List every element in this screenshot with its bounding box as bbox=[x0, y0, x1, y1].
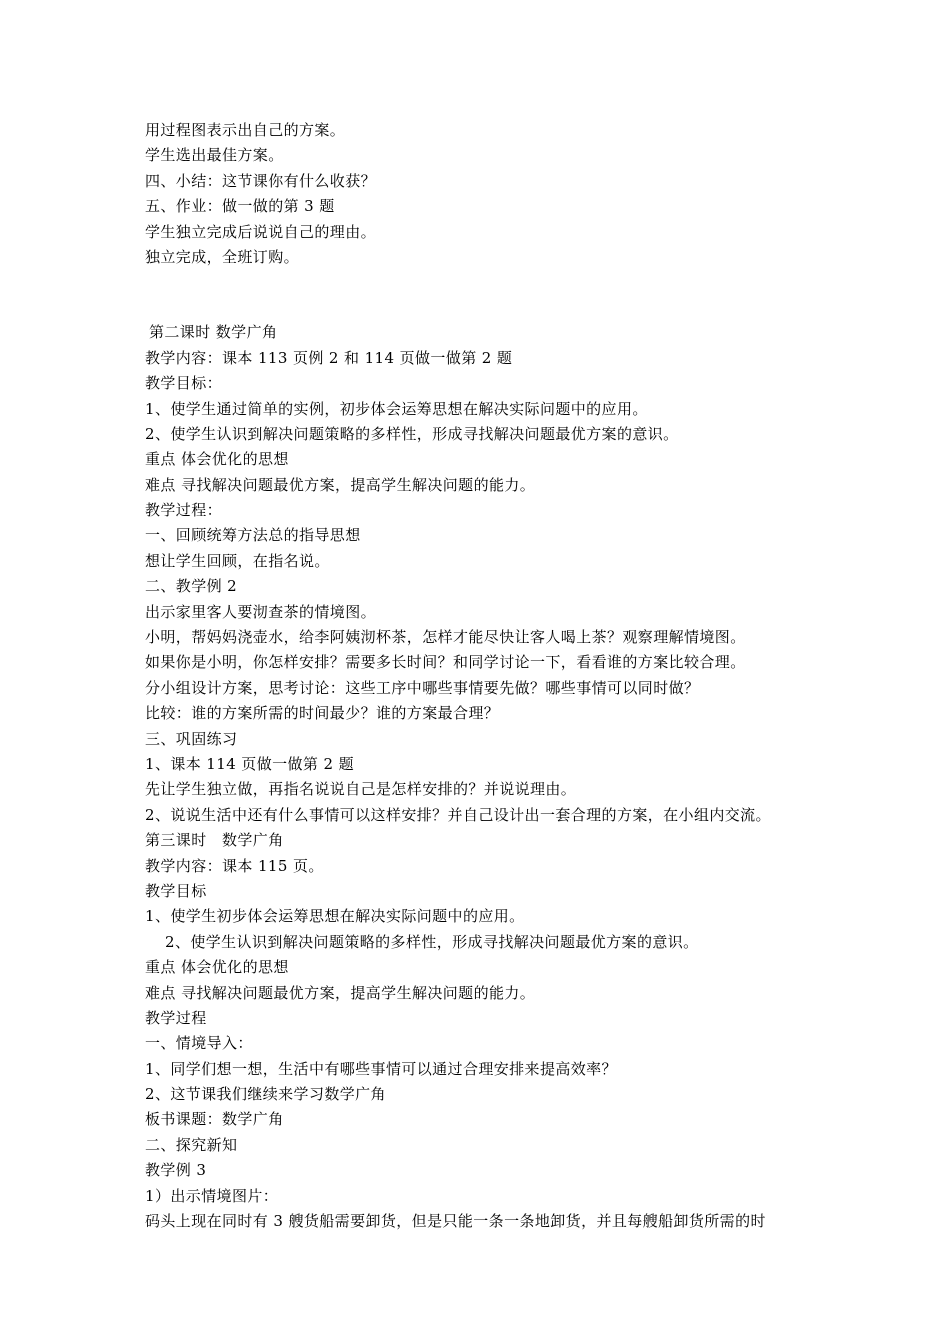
text-line: 一、回顾统筹方法总的指导思想 bbox=[145, 526, 361, 545]
text-line: 二、教学例 2 bbox=[145, 577, 238, 596]
text-line: 1、使学生通过简单的实例，初步体会运筹思想在解决实际问题中的应用。 bbox=[145, 399, 648, 418]
text-line: 四、小结：这节课你有什么收获？ bbox=[145, 171, 377, 190]
text-line: 重点 体会优化的思想 bbox=[145, 958, 289, 977]
text-line: 1、课本 114 页做一做第 2 题 bbox=[145, 754, 354, 773]
text-line: 一、情境导入： bbox=[145, 1034, 253, 1053]
text-line: 2、这节课我们继续来学习数学广角 bbox=[145, 1085, 386, 1104]
text-line: 出示家里客人要沏查茶的情境图。 bbox=[145, 602, 377, 621]
text-line: 如果你是小明，你怎样安排？需要多长时间？和同学讨论一下，看看谁的方案比较合理。 bbox=[145, 653, 746, 672]
text-line: 先让学生独立做，再指名说说自己是怎样安排的？并说说理由。 bbox=[145, 780, 577, 799]
text-line: 教学目标： bbox=[145, 374, 223, 393]
text-line: 比较：谁的方案所需的时间最少？谁的方案最合理？ bbox=[145, 704, 500, 723]
section-heading: 第二课时 数学广角 bbox=[149, 323, 278, 342]
text-line: 二、探究新知 bbox=[145, 1135, 238, 1154]
text-line: 教学目标 bbox=[145, 881, 207, 900]
text-line: 2、说说生活中还有什么事情可以这样安排？并自己设计出一套合理的方案，在小组内交流。 bbox=[145, 805, 771, 824]
text-line: 板书课题：数学广角 bbox=[145, 1110, 284, 1129]
text-line: 教学过程： bbox=[145, 501, 223, 520]
document-body bbox=[145, 118, 905, 1234]
text-line: 学生选出最佳方案。 bbox=[145, 146, 284, 165]
text-line: 难点 寻找解决问题最优方案，提高学生解决问题的能力。 bbox=[145, 475, 536, 494]
paragraph-gap bbox=[145, 270, 905, 320]
section-heading: 第三课时 数学广角 bbox=[145, 831, 284, 850]
text-line: 重点 体会优化的思想 bbox=[145, 450, 289, 469]
text-line: 用过程图表示出自己的方案。 bbox=[145, 121, 346, 139]
text-line: 1、同学们想一想，生活中有哪些事情可以通过合理安排来提高效率？ bbox=[145, 1059, 617, 1078]
text-line: 小明，帮妈妈浇壶水，给李阿姨沏杯茶，怎样才能尽快让客人喝上茶？观察理解情境图。 bbox=[145, 628, 746, 647]
text-line: 分小组设计方案，思考讨论：这些工序中哪些事情要先做？哪些事情可以同时做？ bbox=[145, 678, 700, 697]
text-line: 五、作业：做一做的第 3 题 bbox=[145, 197, 335, 216]
text-line: 独立完成，全班订购。 bbox=[145, 247, 300, 266]
text-line: 教学例 3 bbox=[145, 1161, 207, 1180]
text-line: 学生独立完成后说说自己的理由。 bbox=[145, 222, 377, 241]
text-line: 教学过程 bbox=[145, 1008, 207, 1027]
text-line: 码头上现在同时有 3 艘货船需要卸货，但是只能一条一条地卸货，并且每艘船卸货所需的时 bbox=[145, 1212, 766, 1231]
text-line: 1、使学生初步体会运筹思想在解决实际问题中的应用。 bbox=[145, 907, 525, 926]
text-line: 三、巩固练习 bbox=[145, 729, 238, 748]
text-line: 想让学生回顾，在指名说。 bbox=[145, 551, 330, 570]
text-line: 难点 寻找解决问题最优方案，提高学生解决问题的能力。 bbox=[145, 983, 536, 1002]
text-line: 1）出示情境图片： bbox=[145, 1186, 279, 1205]
text-line: 教学内容：课本 113 页例 2 和 114 页做一做第 2 题 bbox=[145, 348, 513, 367]
text-line: 2、使学生认识到解决问题策略的多样性，形成寻找解决问题最优方案的意识。 bbox=[165, 932, 699, 951]
text-line: 教学内容：课本 115 页。 bbox=[145, 856, 324, 875]
text-line: 2、使学生认识到解决问题策略的多样性，形成寻找解决问题最优方案的意识。 bbox=[145, 424, 679, 443]
